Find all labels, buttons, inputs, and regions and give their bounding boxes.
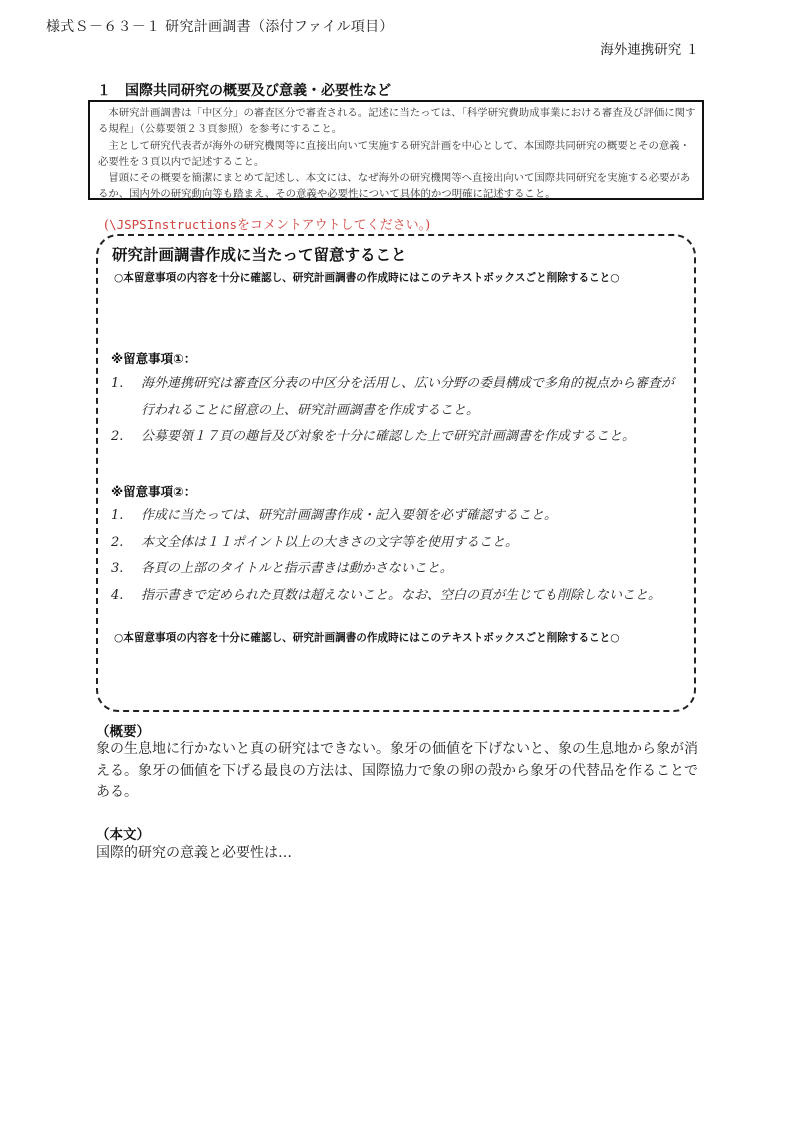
notes-group2-heading: ※留意事項②：	[111, 484, 197, 499]
delete-notice-top: ○本留意事項の内容を十分に確認し、研究計画調書の作成時にはこのテキストボックスごと削除すること○	[114, 272, 620, 284]
item-number: 1.	[111, 376, 124, 391]
list-item	[111, 583, 691, 610]
item-text: 各頁の上部のタイトルと指示書きは動かさないこと。	[141, 561, 453, 576]
item-number: 1.	[111, 508, 124, 523]
main-text-body[interactable]: 国際的研究の意義と必要性は…	[96, 845, 292, 861]
overview-label: （概要）	[96, 724, 150, 740]
comment-note-text: をコメントアウトしてください。)	[237, 218, 431, 233]
section-title: 国際共同研究の概要及び意義・必要性など	[125, 83, 391, 99]
overview-text[interactable]: 象の生息地に行かないと真の研究はできない。象牙の価値を下げないと、象の生息地から象が消える。象牙の価値を下げる最良の方法は、国際協力で象の卵の殻から象牙の代替品を作ることである。	[96, 741, 698, 800]
notes-group1-list	[111, 371, 691, 451]
item-text: 海外連携研究は審査区分表の中区分を活用し、広い分野の委員構成で多角的視点から審査が行われることに留意の上、研究計画調書を作成すること。	[141, 376, 675, 418]
notes-group2-list	[111, 503, 691, 609]
list-item	[111, 556, 691, 583]
item-number: 2.	[111, 534, 124, 550]
research-category: 海外連携研究 １	[600, 42, 699, 58]
comment-out-note	[104, 214, 430, 233]
delete-notice-bottom: ○本留意事項の内容を十分に確認し、研究計画調書の作成時にはこのテキストボックスごと削除すること○	[114, 632, 620, 644]
instructions-box	[88, 100, 704, 200]
notes-title: 研究計画調書作成に当たって留意すること	[112, 246, 407, 264]
item-text: 指示書きで定められた頁数は超えないこと。なお、空白の頁が生じても削除しないこと。	[141, 587, 662, 603]
instruction-paragraph: 冒頭にその概要を簡潔にまとめて記述し、本文には、なぜ海外の研究機関等へ直接出向いて国際共同研究を実施する必要があるか、国内外の研究動向等も踏まえ、その意義や必要性について具体的かつ明確に記述すること。	[98, 172, 691, 201]
main-text-label: （本文）	[96, 827, 150, 843]
item-text: 作成に当たっては、研究計画調書作成・記入要領を必ず確認すること。	[141, 508, 558, 523]
item-text: 公募要領１７頁の趣旨及び対象を十分に確認した上で研究計画調書を作成すること。	[141, 429, 636, 444]
form-id-header: 様式Ｓ－６３－１ 研究計画調書（添付ファイル項目）	[46, 19, 394, 35]
list-item	[111, 503, 691, 530]
instruction-paragraph: 本研究計画調書は「中区分」の審査区分で審査される。記述に当たっては、「科学研究費助成事業における審査及び評価に関する規程」（公募要領２３頁参照）を参考にすること。	[98, 107, 696, 136]
list-item	[111, 371, 691, 424]
section-number: １	[97, 83, 111, 99]
item-text: 本文全体は１１ポイント以上の大きさの文字等を使用すること。	[141, 534, 519, 550]
latex-command: \JSPSInstructions	[109, 217, 238, 232]
instruction-paragraph: 主として研究代表者が海外の研究機関等に直接出向いて実施する研究計画を中心として、本国際共同研究の概要とその意義・必要性を３頁以内で記述すること。	[98, 139, 691, 168]
list-item	[111, 530, 691, 557]
paren-open: (	[104, 218, 110, 233]
notes-group1-heading: ※留意事項①：	[111, 351, 197, 366]
item-number: 2.	[111, 429, 124, 444]
list-item	[111, 424, 691, 451]
section-heading	[97, 80, 391, 100]
item-number: 4.	[111, 587, 124, 603]
item-number: 3.	[111, 561, 124, 576]
